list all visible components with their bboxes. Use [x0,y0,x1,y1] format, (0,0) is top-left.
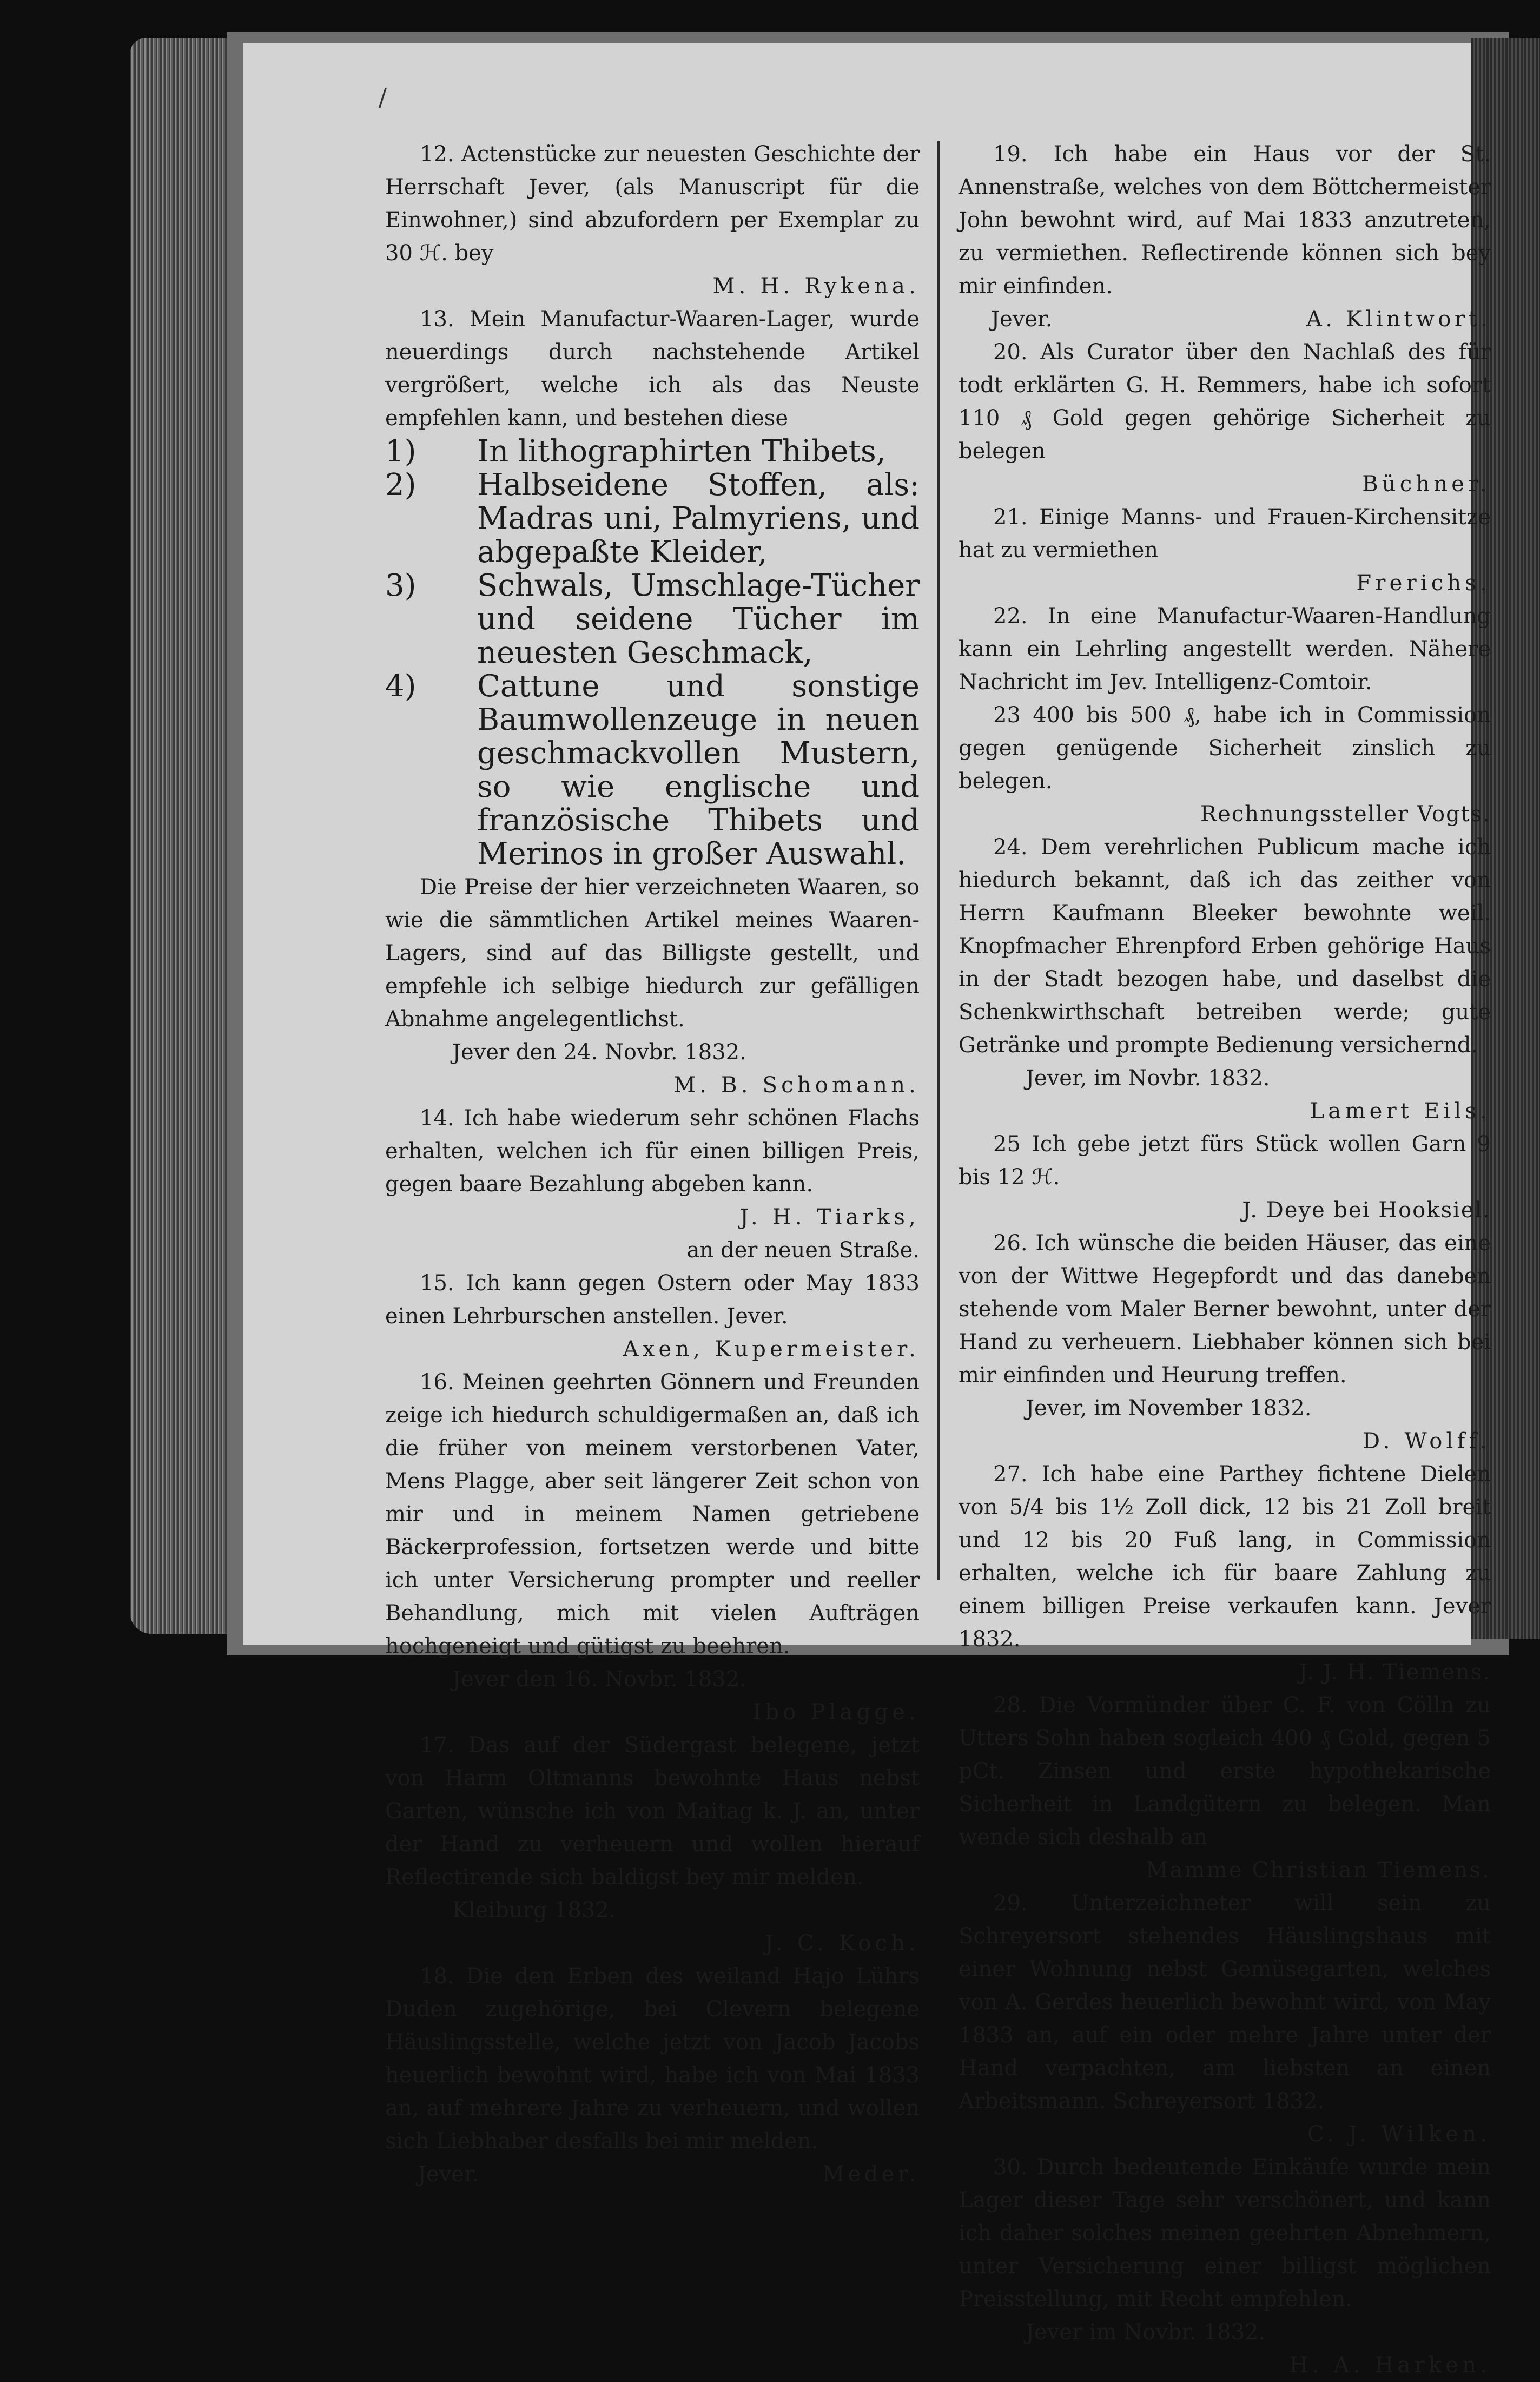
advert-text: 19. Ich habe ein Haus vor der St. Annenstraße, welches von dem Böttchermeister John bewohnt wird, auf Mai 1833 anzutreten, zu vermiethen. Reflectirende können sich bey mir einfinden. [959,142,1491,299]
list-item [385,670,920,871]
advert-14 [385,1102,920,1267]
advert-place-date: Jever. [726,1304,788,1329]
advert-signature: H. A. Harken. [1289,2353,1491,2378]
advert-16 [385,1366,920,1729]
column-divider-rule [937,141,940,1580]
advert-text: 22. In eine Manufactur-Waaren-Handlung kann ein Lehrling angestellt werden. Nähere Nachricht im Jev. Intelligenz-Comtoir. [959,604,1491,695]
advert-text: 30. Durch bedeutende Einkäufe wurde mein Lager dieser Tage sehr verschönert, und kann ich daher solches meinen geehrten Abnehmern, unter Versicherung einer billigst möglichen Preisstellung, mit Recht empfehlen. [959,2155,1491,2312]
advert-signature: Büchner. [1362,472,1491,497]
advert-26 [959,1227,1491,1458]
advert-17 [385,1729,920,1960]
advert-place-date: Jever. [418,2162,479,2187]
advert-signature: Frerichs. [1356,571,1491,596]
advert-text: 25 Ich gebe jetzt fürs Stück wollen Garn 9 bis 12 ℋ. [959,1132,1491,1190]
advert-signature: M. B. Schomann. [673,1073,920,1098]
advert-text: 23 400 bis 500 ₰, habe ich in Commission gegen genügende Sicherheit zinslich zu belegen. [959,703,1491,794]
advert-place-date: Jever den 24. Novbr. 1832. [452,1040,746,1065]
advert-text: 12. Actenstücke zur neuesten Geschichte der Herrschaft Jever, (als Manuscript für die Einwohner,) sind abzufordern per Exemplar zu 30 ℋ. bey [385,142,920,266]
advert-signature: Rechnungssteller Vogts. [1200,802,1491,827]
advert-20 [959,336,1491,501]
advert-15 [385,1267,920,1366]
advert-place-date: Kleiburg 1832. [452,1898,616,1923]
advert-27 [959,1458,1491,1689]
advert-text [385,1267,920,1333]
list-number: 1) [385,434,417,469]
list-item [385,469,920,569]
advert-place-date: Jever, im Novbr. 1832. [1026,1066,1270,1091]
advert-signature: Mamme Christian Tiemens. [1146,1858,1491,1883]
advert-place-date: Jever 1832. [959,1594,1491,1652]
advert-25 [959,1128,1491,1227]
advert-place-date: Jever, im November 1832. [1026,1396,1312,1421]
advert-signature: Lamert Eils. [1310,1099,1491,1124]
advert-signature: Axen, Kupermeister. [623,1337,920,1362]
advert-text [959,1887,1491,2118]
advert-text: 26. Ich wünsche die beiden Häuser, das eine von der Wittwe Hegepfordt und das daneben stehende vom Maler Berner bewohnt, unter der Hand zu verheuern. Liebhaber können sich bei mir einfinden und Heurung treffen. [959,1231,1491,1388]
advert-23 [959,699,1491,831]
list-number: 4) [385,669,417,704]
advert-signature-address: an der neuen Straße. [686,1238,920,1263]
advert-text [959,1458,1491,1656]
advert-29 [959,1887,1491,2151]
advert-text: 17. Das auf der Südergast belegene, jetzt von Harm Oltmanns bewohnte Haus nebst Garten, wünsche ich von Maitag k. J. an, unter der Hand zu verheuern und wollen hierauf Reflectirende sich baldigst bey mir melden. [385,1733,920,1890]
list-text: Schwals, Umschlage-Tücher und seidene Tücher im neuesten Geschmack, [477,568,920,670]
book-page-edges [130,38,241,1634]
advert-text: 16. Meinen geehrten Gönnern und Freunden zeige ich hiedurch schuldigermaßen an, daß ich die früher von meinem verstorbenen Vater, Mens Plagge, aber seit längerer Zeit schon von mir und in meinem Namen getriebene Bäckerprofession, fortsetzen werde und bitte ich unter Versicherung prompter und reeller Behandlung, mich mit vielen Aufträgen hochgeneigt und gütigst zu beehren. [385,1370,920,1659]
advert-place-date: Jever den 16. Novbr. 1832. [452,1667,746,1692]
advert-21 [959,501,1491,600]
advert-footer [959,303,1491,336]
advert-place-date: Schreyersort 1832. [1113,2089,1325,2114]
advert-signature: J. J. H. Tiemens. [1299,1660,1491,1685]
list-number: 2) [385,467,417,503]
advert-12 [385,138,920,303]
list-number: 3) [385,568,417,603]
advert-signature: J. Deye bei Hooksiel. [1242,1198,1491,1223]
advert-text: 28. Die Vormünder über C. F. von Cölln zu Utters Sohn haben sogleich 400 ₰ Gold, gegen 5 pCt. Zinsen und erste hypothekarische Sicherheit in Landgütern zu belegen. Man wende sich deshalb an [959,1693,1491,1850]
advert-signature: J. H. Tiarks, [739,1205,920,1230]
advert-body: 15. Ich kann gegen Ostern oder May 1833 einen Lehrburschen anstellen. [385,1271,920,1329]
advert-signature: C. J. Wilken. [1307,2122,1491,2147]
advert-signature: Meder. [822,2162,920,2187]
list-item [385,569,920,670]
advert-text: 20. Als Curator über den Nachlaß des für todt erklärten G. H. Remmers, habe ich sofort 110 ₰ Gold gegen gehörige Sicherheit zu belegen [959,340,1491,464]
advert-place-date: Jever. [991,307,1053,332]
advert-18 [385,1960,920,2191]
list-text: Cattune und sonstige Baumwollenzeuge in neuen geschmackvollen Mustern, so wie englische und französische Thibets und Merinos in großer Auswahl. [477,669,920,872]
advert-signature: M. H. Rykena. [712,274,920,299]
advert-24 [959,831,1491,1128]
advert-place-date: Jever im Novbr. 1832. [1026,2320,1266,2345]
advert-text: 21. Einige Manns- und Frauen-Kirchensitze hat zu vermiethen [959,505,1491,563]
list-item [385,435,920,469]
advert-signature: A. Klintwort. [1306,307,1491,332]
advert-text: Die Preise der hier verzeichneten Waaren, so wie die sämmtlichen Artikel meines Waaren-Lagers, sind auf das Billigste gestellt, und empfehle ich selbige hiedurch zur gefälligen Abnahme angelegentlichst. [385,875,920,1032]
advert-body: 27. Ich habe eine Parthey fichtene Dielen von 5/4 bis 1½ Zoll dick, 12 bis 21 Zoll breit und 12 bis 20 Fuß lang, in Commission erhalten, welche ich für baare Zahlung zu einem billigen Preise verkaufen kann. [959,1462,1491,1619]
advert-text: 18. Die den Erben des weiland Hajo Lührs Duden zugehörige, bei Clevern belegene Häuslingsstelle, welche jetzt von Jacob Jacobs heuerlich bewohnt wird, habe ich von Mai 1833 an, auf mehrere Jahre zu verheuern, und wollen sich Liebhaber desfalls bei mir melden. [385,1964,920,2154]
advert-22 [959,600,1491,699]
advert-19 [959,138,1491,336]
advert-body: 29. Unterzeichneter will sein zu Schreyersort stehendes Häuslingshaus mit einer Wohnung nebst Gemüsegarten, welches von A. Gerdes heuerlich bewohnt wird, von May 1833 an, auf ein oder mehre Jahre unter der Hand verpachten, am liebsten an einen Arbeitsmann. [959,1891,1491,2114]
list-text: Halbseidene Stoffen, als: Madras uni, Palmyriens, und abgepaßte Kleider, [477,467,920,570]
advert-text: 24. Dem verehrlichen Publicum mache ich hiedurch bekannt, daß ich das zeither von Herrn Kaufmann Bleeker bewohnte weil. Knopfmacher Ehrenpford Erben gehörige Haus in der Stadt bezogen habe, und daselbst die Schenkwirthschaft betreiben werde; gute Getränke und prompte Bedienung versichernd. [959,835,1491,1058]
advert-28 [959,1689,1491,1887]
left-column [385,138,920,2191]
advert-text: 14. Ich habe wiederum sehr schönen Flachs erhalten, welchen ich für einen billigen Preis, gegen baare Bezahlung abgeben kann. [385,1106,920,1197]
advert-signature: J. C. Koch. [765,1931,920,1956]
advert-signature: D. Wolff. [1362,1429,1491,1454]
advert-signature: Ibo Plagge. [752,1700,920,1725]
advert-footer [385,2158,920,2191]
advert-30 [959,2151,1491,2382]
stray-pen-mark: / [379,84,387,111]
right-column [959,138,1491,2382]
list-text: In lithographirten Thibets, [477,434,886,469]
advert-13 [385,303,920,1102]
advert-text: 13. Mein Manufactur-Waaren-Lager, wurde neuerdings durch nachstehende Artikel vergrößert, welche ich als das Neuste empfehlen kann, und bestehen diese [385,307,920,431]
